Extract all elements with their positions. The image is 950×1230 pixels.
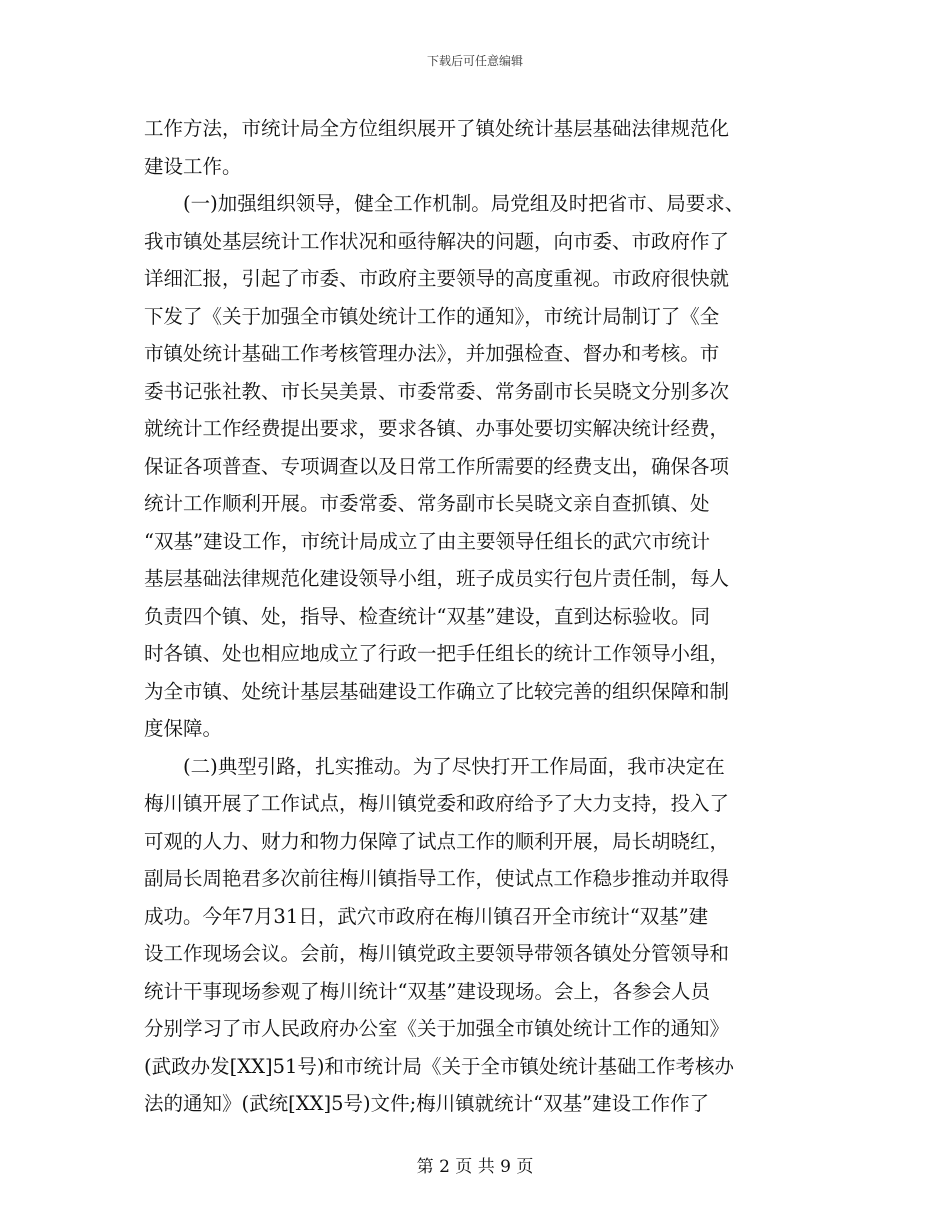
text-line: 市镇处统计基础工作考核管理办法》，并加强检查、督办和考核。市 — [144, 342, 720, 365]
text-line: 时各镇、处也相应地成立了行政一把手任组长的统计工作领导小组， — [144, 642, 730, 665]
text-line: 为全市镇、处统计基层基础建设工作确立了比较完善的组织保障和制 — [144, 679, 730, 703]
text-line: 负责四个镇、处，指导、检查统计“双基”建设，直到达标验收。同 — [144, 604, 710, 628]
text-line: 统计干事现场参观了梅川统计“双基”建设现场。会上，各参会人员 — [144, 979, 710, 1003]
page-footer: 第 2 页 共 9 页 — [416, 1157, 534, 1177]
text-line: 梅川镇开展了工作试点，梅川镇党委和政府给予了大力支持，投入了 — [144, 792, 730, 815]
text-line: 可观的人力、财力和物力保障了试点工作的顺利开展，局长胡晓红， — [144, 829, 730, 853]
paragraph-start-line: (一)加强组织领导，健全工作机制。局党组及时把省市、局要求、 — [183, 192, 745, 215]
text-line: 详细汇报，引起了市委、市政府主要领导的高度重视。市政府很快就 — [144, 267, 730, 290]
page-header: 下载后可任意编辑 — [426, 54, 523, 68]
text-line: 副局长周艳君多次前往梅川镇指导工作，使试点工作稳步推动并取得 — [144, 867, 730, 890]
text-line: 委书记张社教、市长吴美景、市委常委、常务副市长吴晓文分别多次 — [144, 379, 730, 403]
text-line: 下发了《关于加强全市镇处统计工作的通知》，市统计局制订了《全 — [144, 304, 720, 328]
text-line: 基层基础法律规范化建设领导小组，班子成员实行包片责任制，每人 — [144, 567, 730, 590]
text-line: 统计工作顺利开展。市委常委、常务副市长吴晓文亲自查抓镇、处 — [144, 492, 710, 515]
text-line: 工作方法，市统计局全方位组织展开了镇处统计基层基础法律规范化 — [144, 117, 730, 140]
text-line: 法的通知》(武统[XX]5号)文件;梅川镇就统计“双基”建设工作作了 — [144, 1092, 710, 1115]
text-line: 就统计工作经费提出要求，要求各镇、办事处要切实解决统计经费， — [144, 417, 730, 440]
text-line: 我市镇处基层统计工作状况和亟待解决的问题，向市委、市政府作了 — [144, 229, 730, 253]
text-line: 设工作现场会议。会前，梅川镇党政主要领导带领各镇处分管领导和 — [144, 942, 730, 965]
text-line: 分别学习了市人民政府办公室《关于加强全市镇处统计工作的通知》 — [144, 1017, 730, 1040]
text-line: (武政办发[XX]51号)和市统计局《关于全市镇处统计基础工作考核办 — [144, 1054, 735, 1078]
text-line: 度保障。 — [144, 717, 223, 740]
text-line: 保证各项普查、专项调查以及日常工作所需要的经费支出，确保各项 — [144, 454, 730, 478]
body-text — [144, 110, 820, 1123]
text-line: 建设工作。 — [144, 154, 242, 178]
text-line: 成功。今年7月31日，武穴市政府在梅川镇召开全市统计“双基”建 — [144, 904, 709, 928]
text-line: “双基”建设工作，市统计局成立了由主要领导任组长的武穴市统计 — [144, 529, 710, 553]
paragraph-start-line: (二)典型引路，扎实推动。为了尽快打开工作局面，我市决定在 — [183, 754, 725, 778]
